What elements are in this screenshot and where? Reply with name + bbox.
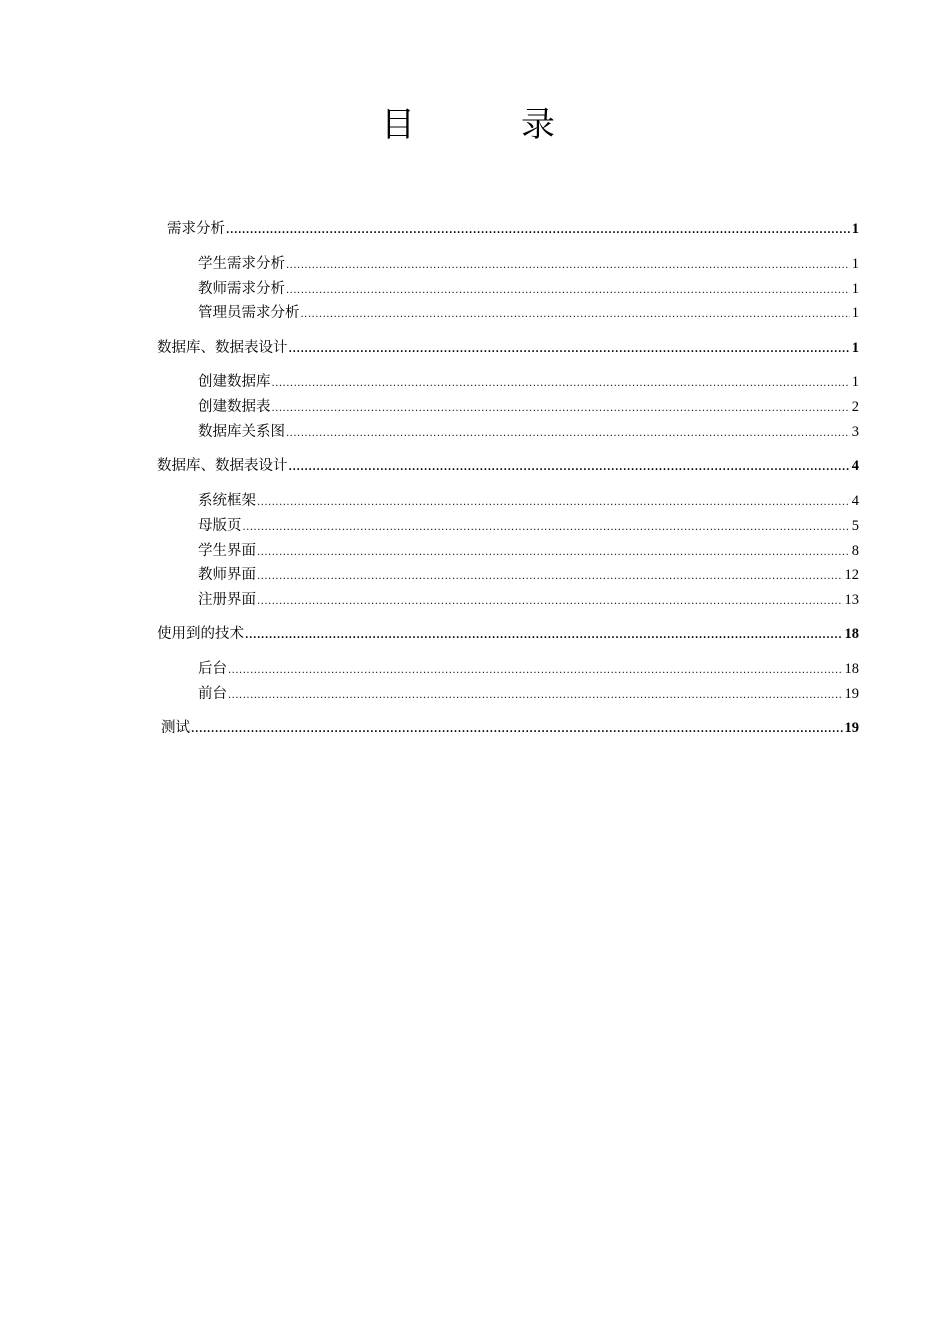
- toc-entry-page-number: 1: [851, 281, 859, 297]
- dot-leader: [286, 423, 850, 445]
- toc-entry-teacher-interface[interactable]: [198, 564, 859, 586]
- toc-entry-registration-interface[interactable]: [198, 589, 859, 611]
- toc-entry-label: 创建数据表: [198, 399, 271, 415]
- toc-entry-page-number: 18: [844, 626, 859, 642]
- dot-leader: [191, 719, 843, 741]
- toc-entry-student-interface[interactable]: [198, 540, 859, 562]
- dot-leader: [257, 591, 843, 613]
- toc-entry-requirements-analysis[interactable]: [167, 218, 859, 240]
- toc-entry-label: 教师界面: [198, 567, 256, 583]
- toc-entry-page-number: 3: [851, 424, 859, 440]
- dot-leader: [257, 566, 843, 588]
- toc-entry-page-number: 2: [851, 399, 859, 415]
- toc-entry-page-number: 1: [851, 340, 859, 356]
- toc-entry-label: 前台: [198, 686, 227, 702]
- toc-entry-create-tables[interactable]: [198, 396, 859, 418]
- dot-leader: [272, 373, 850, 395]
- page-title: 目 录: [381, 105, 591, 145]
- toc-entry-label: 数据库、数据表设计: [157, 458, 288, 474]
- toc-entry-page-number: 8: [851, 543, 859, 559]
- toc-entry-label: 后台: [198, 661, 227, 677]
- toc-entry-label: 管理员需求分析: [198, 305, 300, 321]
- toc-entry-database-design-2[interactable]: [157, 455, 859, 477]
- dot-leader: [226, 220, 850, 242]
- dot-leader: [228, 685, 843, 707]
- toc-entry-label: 需求分析: [167, 221, 225, 237]
- toc-entry-label: 注册界面: [198, 592, 256, 608]
- toc-entry-page-number: 5: [851, 518, 859, 534]
- toc-entry-master-page[interactable]: [198, 515, 859, 537]
- toc-entry-label: 学生需求分析: [198, 256, 285, 272]
- dot-leader: [286, 255, 850, 277]
- toc-entry-testing[interactable]: [161, 717, 859, 739]
- toc-entry-label: 教师需求分析: [198, 281, 285, 297]
- toc-entry-create-database[interactable]: [198, 371, 859, 393]
- toc-entry-backend[interactable]: [198, 658, 859, 680]
- toc-entry-label: 测试: [161, 720, 190, 736]
- toc-entry-page-number: 18: [844, 661, 859, 677]
- toc-entry-label: 创建数据库: [198, 374, 271, 390]
- toc-entry-page-number: 19: [844, 686, 859, 702]
- toc-entry-technologies-used[interactable]: [157, 623, 859, 645]
- toc-entry-page-number: 13: [844, 592, 859, 608]
- dot-leader: [289, 457, 850, 479]
- toc-entry-system-framework[interactable]: [198, 490, 859, 512]
- toc-entry-label: 数据库、数据表设计: [157, 340, 288, 356]
- dot-leader: [289, 339, 850, 361]
- dot-leader: [301, 304, 850, 326]
- toc-entry-database-diagram[interactable]: [198, 421, 859, 443]
- dot-leader: [286, 280, 850, 302]
- toc-entry-page-number: 12: [844, 567, 859, 583]
- dot-leader: [257, 542, 850, 564]
- toc-entry-student-requirements[interactable]: [198, 253, 859, 275]
- toc-entry-page-number: 4: [851, 493, 859, 509]
- toc-entry-label: 使用到的技术: [157, 626, 244, 642]
- dot-leader: [257, 492, 850, 514]
- toc-entry-frontend[interactable]: [198, 683, 859, 705]
- dot-leader: [228, 660, 843, 682]
- toc-entry-page-number: 1: [851, 305, 859, 321]
- toc-entry-teacher-requirements[interactable]: [198, 278, 859, 300]
- toc-entry-label: 系统框架: [198, 493, 256, 509]
- dot-leader: [243, 517, 850, 539]
- dot-leader: [272, 398, 850, 420]
- toc-entry-page-number: 1: [851, 221, 859, 237]
- toc-entry-label: 数据库关系图: [198, 424, 285, 440]
- toc-entry-page-number: 4: [851, 458, 859, 474]
- toc-entry-label: 学生界面: [198, 543, 256, 559]
- toc-entry-admin-requirements[interactable]: [198, 302, 859, 324]
- dot-leader: [245, 625, 843, 647]
- toc-entry-label: 母版页: [198, 518, 242, 534]
- toc-entry-page-number: 19: [844, 720, 859, 736]
- toc-entry-page-number: 1: [851, 256, 859, 272]
- toc-entry-page-number: 1: [851, 374, 859, 390]
- toc-entry-database-design[interactable]: [157, 337, 859, 359]
